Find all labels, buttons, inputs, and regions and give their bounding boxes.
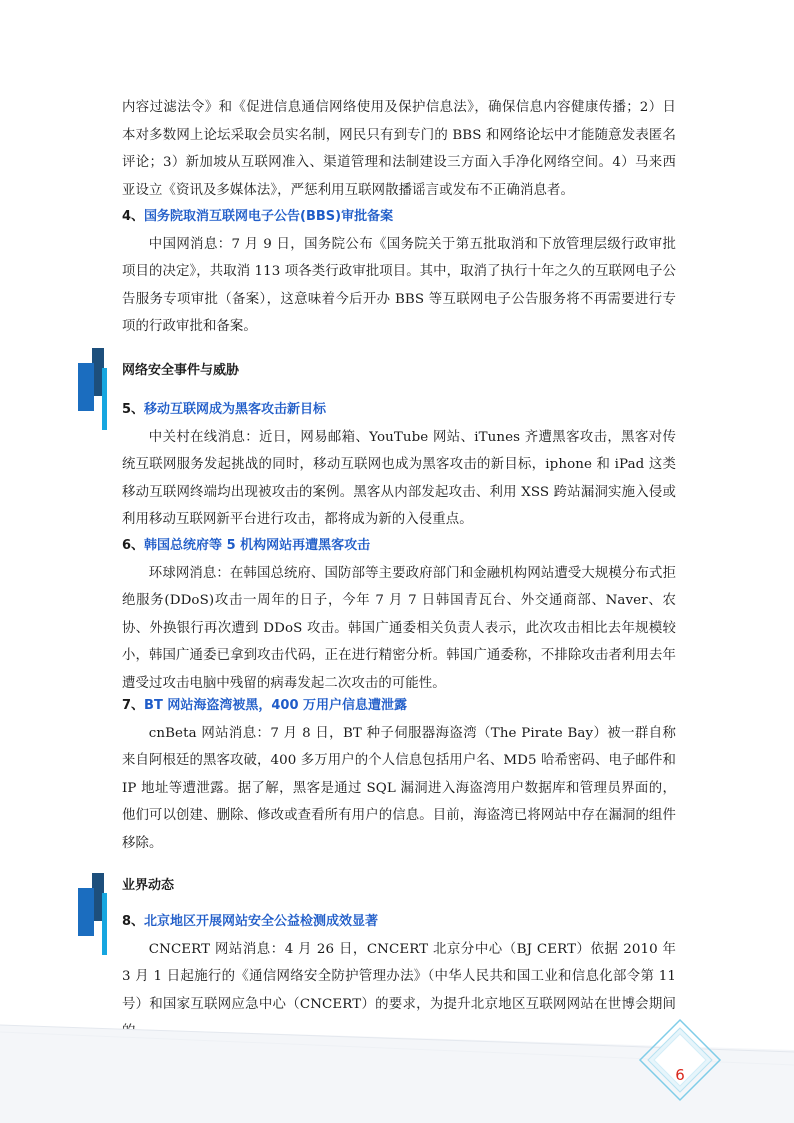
item-5-heading xyxy=(122,396,676,424)
item-8-number: 8、 xyxy=(122,914,145,929)
item-8-heading xyxy=(122,908,676,936)
news-item-7 xyxy=(122,692,676,857)
item-6-paragraph: 环球网消息：在韩国总统府、国防部等主要政府部门和金融机构网站遭受大规模分布式拒绝服务(DDoS)攻击一周年的日子，今年 7 月 7 日韩国青瓦台、外交通商部、Naver、农协、外换银行再次遭到 DDoS 攻击。韩国广通委相关负责人表示，此次攻击相比去年规模较小，韩国广通委已拿到攻击代码，正在进行精密分析。韩国广通委称，不排除攻击者利用去年遭受过攻击电脑中残留的病毒发起二次攻击的可能性。 xyxy=(122,565,676,691)
item-7-number: 7、 xyxy=(122,698,145,713)
section-title-industry-news: 业界动态 xyxy=(122,878,175,893)
item-5-paragraph: 中关村在线消息：近日，网易邮箱、YouTube 网站、iTunes 齐遭黑客攻击，黑客对传统互联网服务发起挑战的同时，移动互联网也成为黑客攻击的新目标，iphone 和 iPad 这类移动互联网终端均出现被攻击的案例。黑客从内部发起攻击、利用 XSS 跨站漏洞实施入侵或利用移动互联网新平台进行攻击，都将成为新的入侵重点。 xyxy=(122,429,676,527)
item-4-paragraph: 中国网消息：7 月 9 日，国务院公布《国务院关于第五批取消和下放管理层级行政审批项目的决定》，共取消 113 项各类行政审批项目。其中，取消了执行十年之久的互联网电子公告服务专项审批（备案），这意味着今后开办 BBS 等互联网电子公告服务将不再需要进行专项的行政审批和备案。 xyxy=(122,236,677,334)
section-marker-icon xyxy=(76,348,110,430)
item-5-number: 5、 xyxy=(122,402,145,417)
news-item-4 xyxy=(122,203,676,341)
section-marker-icon xyxy=(76,873,110,955)
item-7-title: BT 网站海盗湾被黑，400 万用户信息遭泄露 xyxy=(144,698,408,713)
item-8-paragraph: CNCERT 网站消息：4 月 26 日，CNCERT 北京分中心（BJ CERT）依据 2010 年 3 月 1 日起施行的《通信网络安全防护管理办法》（中华人民共和国工业和信息化部令第 11 号）和国家互联网应急中心（CNCERT）的要求，为提升北京地区互联网网站在世博会期间 xyxy=(122,941,676,1012)
news-item-5 xyxy=(122,396,676,534)
section-title-security-events: 网络安全事件与威胁 xyxy=(122,363,240,378)
item-6-number: 6、 xyxy=(122,538,145,553)
item-7-paragraph: cnBeta 网站消息：7 月 8 日，BT 种子伺服器海盗湾（The Pirate Bay）被一群自称来自阿根廷的黑客攻破，400 多万用户的个人信息包括用户名、MD5 哈希密码、电子邮件和 IP 地址等遭泄露。据了解，黑客是通过 SQL 漏洞进入海盗湾用户数据库和管理员界面的，他们可以创建、删除、修改或查看所有用户的信息。目前，海盗湾已将网站中存在漏洞的组件移除。 xyxy=(122,725,676,851)
item-5-title: 移动互联网成为黑客攻击新目标 xyxy=(144,402,327,417)
news-item-6 xyxy=(122,532,676,697)
item-7-heading xyxy=(122,692,676,720)
item-6-title: 韩国总统府等 5 机构网站再遭黑客攻击 xyxy=(144,538,371,553)
item-6-heading xyxy=(122,532,676,560)
item-4-number: 4、 xyxy=(122,209,145,224)
item-4-title: 国务院取消互联网电子公告(BBS)审批备案 xyxy=(144,209,394,224)
intro-block xyxy=(122,94,676,204)
item-4-heading xyxy=(122,203,676,231)
intro-paragraph: 内容过滤法令》和《促进信息通信网络使用及保护信息法》，确保信息内容健康传播；2）日本对多数网上论坛采取会员实名制，网民只有到专门的 BBS 和网络论坛中才能随意发表匿名评论；3）新加坡从互联网准入、渠道管理和法制建设三方面入手净化网络空间。4）马来西亚设立《资讯及多媒体法》，严惩利用互联网散播谣言或发布不正确消息者。 xyxy=(122,100,676,198)
item-8-title: 北京地区开展网站安全公益检测成效显著 xyxy=(144,914,379,929)
page-number: 6 xyxy=(675,1066,685,1084)
footer-decoration xyxy=(0,990,794,1123)
